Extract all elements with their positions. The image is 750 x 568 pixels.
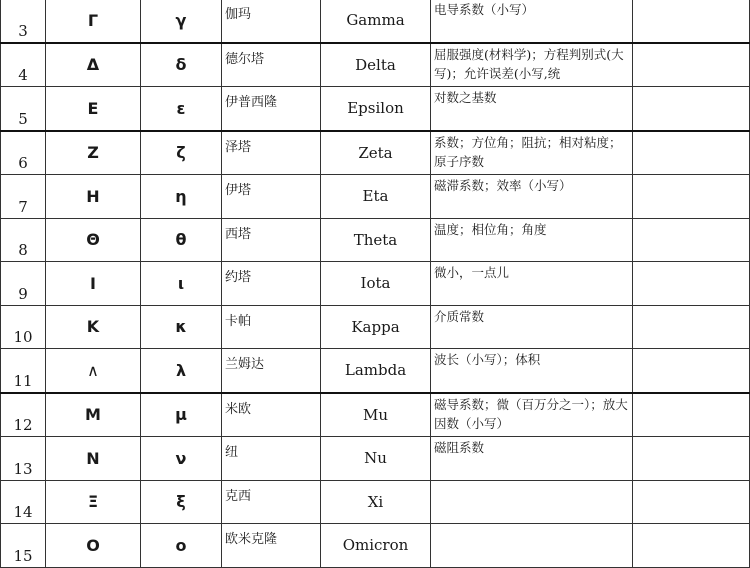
usage-description: 电导系数（小写） [431,0,633,43]
empty-cell [633,480,750,524]
english-name: Mu [321,393,431,437]
usage-description [431,524,633,568]
table-row [1,175,750,219]
table-row [1,218,750,262]
lowercase-letter: ζ [141,131,222,175]
empty-cell [633,524,750,568]
uppercase-letter: Ζ [46,131,141,175]
empty-cell [633,43,750,87]
chinese-name: 兰姆达 [222,349,321,393]
uppercase-letter: Ι [46,262,141,306]
lowercase-letter: δ [141,43,222,87]
uppercase-letter: Ο [46,524,141,568]
english-name: Nu [321,437,431,481]
chinese-name: 约塔 [222,262,321,306]
uppercase-letter: Μ [46,393,141,437]
empty-cell [633,349,750,393]
english-name: Xi [321,480,431,524]
row-number: 3 [1,0,46,43]
lowercase-letter: ε [141,87,222,131]
empty-cell [633,437,750,481]
table-row [1,437,750,481]
chinese-name: 德尔塔 [222,43,321,87]
uppercase-letter: ∧ [46,349,141,393]
table-row [1,393,750,437]
english-name: Theta [321,218,431,262]
chinese-name: 米欧 [222,393,321,437]
chinese-name: 卡帕 [222,305,321,349]
uppercase-letter: Κ [46,305,141,349]
usage-description [431,480,633,524]
uppercase-letter: Δ [46,43,141,87]
chinese-name: 克西 [222,480,321,524]
usage-description: 磁阻系数 [431,437,633,481]
english-name: Lambda [321,349,431,393]
chinese-name: 欧米克隆 [222,524,321,568]
english-name: Zeta [321,131,431,175]
usage-description: 对数之基数 [431,87,633,131]
lowercase-letter: κ [141,305,222,349]
lowercase-letter: ξ [141,480,222,524]
english-name: Eta [321,175,431,219]
chinese-name: 伊塔 [222,175,321,219]
lowercase-letter: η [141,175,222,219]
empty-cell [633,175,750,219]
usage-description: 磁导系数；微（百万分之一）；放大因数（小写） [431,393,633,437]
uppercase-letter: Ξ [46,480,141,524]
empty-cell [633,262,750,306]
chinese-name: 西塔 [222,218,321,262]
uppercase-letter: Ε [46,87,141,131]
table-row [1,131,750,175]
empty-cell [633,218,750,262]
english-name: Omicron [321,524,431,568]
row-number: 9 [1,262,46,306]
uppercase-letter: Θ [46,218,141,262]
table-row [1,262,750,306]
row-number: 11 [1,349,46,393]
english-name: Iota [321,262,431,306]
english-name: Delta [321,43,431,87]
empty-cell [633,131,750,175]
table-row [1,349,750,393]
lowercase-letter: θ [141,218,222,262]
row-number: 5 [1,87,46,131]
usage-description: 介质常数 [431,305,633,349]
usage-description: 温度；相位角；角度 [431,218,633,262]
chinese-name: 伊普西隆 [222,87,321,131]
uppercase-letter: Η [46,175,141,219]
usage-description: 系数；方位角；阻抗；相对粘度；原子序数 [431,131,633,175]
usage-description: 屈服强度(材料学)；方程判别式(大写)；允许误差(小写,统 [431,43,633,87]
chinese-name: 泽塔 [222,131,321,175]
english-name: Kappa [321,305,431,349]
uppercase-letter: Ν [46,437,141,481]
lowercase-letter: γ [141,0,222,43]
table-row [1,43,750,87]
row-number: 4 [1,43,46,87]
table-row [1,480,750,524]
lowercase-letter: λ [141,349,222,393]
empty-cell [633,305,750,349]
usage-description: 微小，一点儿 [431,262,633,306]
row-number: 15 [1,524,46,568]
table-row [1,305,750,349]
row-number: 7 [1,175,46,219]
empty-cell [633,87,750,131]
row-number: 14 [1,480,46,524]
usage-description: 磁滞系数；效率（小写） [431,175,633,219]
row-number: 13 [1,437,46,481]
table-row [1,524,750,568]
lowercase-letter: μ [141,393,222,437]
row-number: 10 [1,305,46,349]
row-number: 6 [1,131,46,175]
english-name: Epsilon [321,87,431,131]
table-row [1,87,750,131]
uppercase-letter: Γ [46,0,141,43]
table-row [1,0,750,43]
empty-cell [633,0,750,43]
lowercase-letter: ν [141,437,222,481]
empty-cell [633,393,750,437]
chinese-name: 纽 [222,437,321,481]
chinese-name: 伽玛 [222,0,321,43]
usage-description: 波长（小写）；体积 [431,349,633,393]
row-number: 12 [1,393,46,437]
lowercase-letter: ο [141,524,222,568]
lowercase-letter: ι [141,262,222,306]
row-number: 8 [1,218,46,262]
english-name: Gamma [321,0,431,43]
